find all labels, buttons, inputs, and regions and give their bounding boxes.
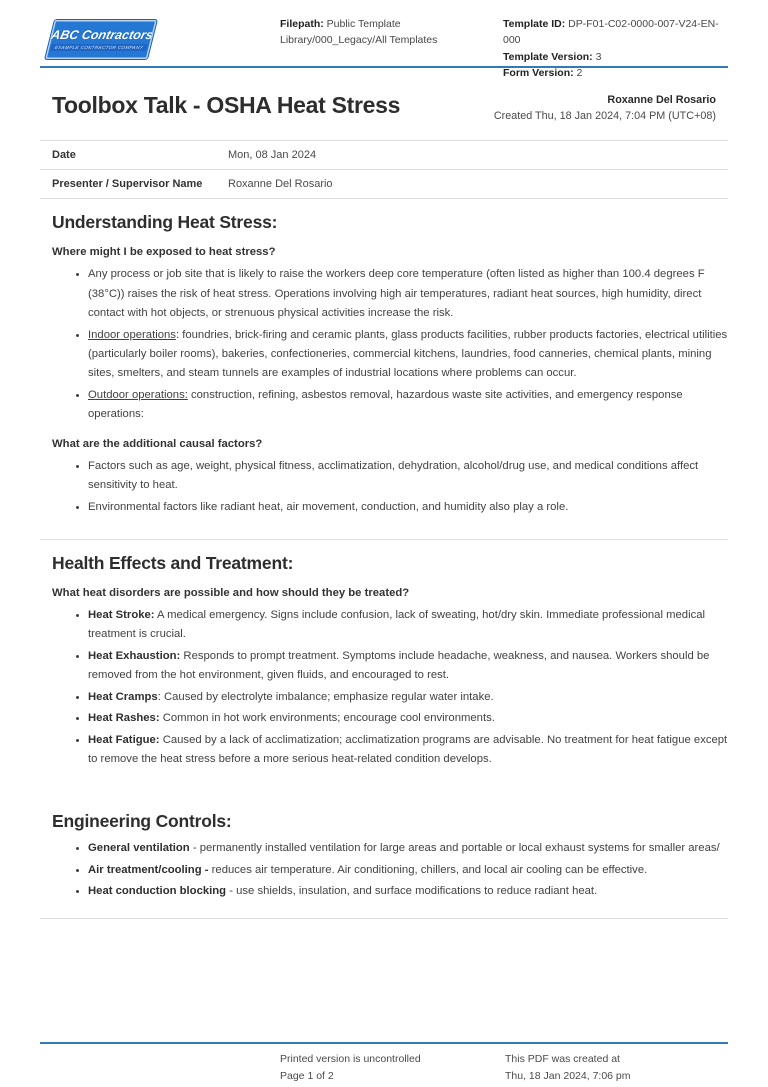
- list-item: [88, 731, 728, 770]
- company-logo-banner: [45, 20, 157, 59]
- table-row: [40, 140, 728, 169]
- bullet-text: - permanently installed ventilation for large areas and portable or local exhaust systems for smaller areas/: [189, 842, 720, 855]
- page-title: Toolbox Talk - OSHA Heat Stress: [52, 92, 401, 118]
- company-logo-title: ABC Contractors: [49, 28, 155, 42]
- bullet-lead: Heat conduction blocking: [88, 885, 227, 898]
- section-heading-understanding: Understanding Heat Stress:: [52, 212, 278, 233]
- form-version-row: [503, 65, 733, 81]
- filepath-block: [280, 16, 495, 49]
- presenter-value: Roxanne Del Rosario: [228, 178, 333, 191]
- list-item: [88, 861, 728, 880]
- bullet-underlined-term: Outdoor operations:: [88, 388, 188, 401]
- presenter-label: Presenter / Supervisor Name: [52, 178, 203, 191]
- section-divider: [40, 539, 728, 540]
- bullet-lead: Heat Exhaustion:: [88, 649, 181, 662]
- section-divider: [40, 918, 728, 919]
- date-label: Date: [52, 149, 76, 162]
- list-item: [88, 688, 728, 707]
- bullet-text: Common in hot work environments; encourage cool environments.: [159, 712, 495, 725]
- document-header: [0, 0, 768, 79]
- bullet-text: Any process or job site that is likely to raise the workers deep core temperature (often listed as higher than 100.4 degrees F (38°C)) raises the risk of heat stress. Operations involving high air temperatures, radiant heat sources, high humidity, direct contact with hot objects, or strenuous physical activities increase the risk.: [88, 268, 705, 320]
- list-item: [88, 882, 728, 901]
- template-version-value: 3: [592, 50, 602, 63]
- bullet-lead: Air treatment/cooling -: [88, 863, 209, 876]
- list-item: [88, 326, 728, 384]
- info-table: [40, 140, 728, 199]
- form-version-label: Form Version:: [503, 66, 574, 79]
- section-heading-health: Health Effects and Treatment:: [52, 553, 294, 574]
- page-number: Page 1 of 2: [280, 1070, 334, 1083]
- bullet-lead: General ventilation: [88, 842, 190, 855]
- template-info-block: [503, 16, 733, 81]
- document-footer: [0, 1042, 768, 1087]
- question-heat-disorders: What heat disorders are possible and how should they be treated?: [52, 587, 410, 600]
- filepath-value: Public Template Library/000_Legacy/All Templates: [280, 18, 438, 47]
- author-name: Roxanne Del Rosario: [607, 94, 716, 106]
- title-meta: [494, 92, 716, 124]
- engineering-controls-bullet-list: [40, 839, 728, 901]
- question-exposure: Where might I be exposed to heat stress?: [52, 246, 276, 259]
- bullet-lead: Heat Fatigue:: [88, 733, 160, 746]
- uncontrolled-note: Printed version is uncontrolled: [280, 1053, 421, 1065]
- footer-right-block: [505, 1051, 631, 1086]
- bullet-text: A medical emergency. Signs include confusion, lack of sweating, hot/dry skin. Immediate professional medical treatment is crucial.: [88, 609, 706, 641]
- list-item: [88, 457, 728, 496]
- footer-left-block: [280, 1051, 421, 1086]
- heat-disorders-bullet-list: [40, 606, 728, 769]
- bullet-text: - use shields, insulation, and surface modifications to reduce radiant heat.: [226, 885, 598, 898]
- bullet-text: : foundries, brick-firing and ceramic plants, glass products facilities, rubber products factories, electrical utilities (particularly boiler rooms), bakeries, confectioneries, commercial kitchens, laundries, food canneries, chemical plants, mining sites, smelters, and steam tunnels are examples of industrial locations where problems can occur.: [88, 328, 728, 380]
- list-item: [88, 265, 728, 323]
- list-item: [88, 498, 728, 517]
- list-item: [88, 839, 728, 858]
- exposure-bullet-list: [40, 265, 728, 424]
- template-version-row: [503, 49, 733, 65]
- bullet-text: Environmental factors like radiant heat, air movement, conduction, and humidity also play a role.: [88, 500, 569, 513]
- filepath-label: Filepath:: [280, 18, 324, 30]
- company-logo-subtitle: EXAMPLE CONTRACTOR COMPANY: [50, 44, 148, 51]
- list-item: [88, 606, 728, 645]
- created-timestamp: Created Thu, 18 Jan 2024, 7:04 PM (UTC+08): [493, 110, 716, 123]
- pdf-created-timestamp: Thu, 18 Jan 2024, 7:06 pm: [505, 1070, 631, 1083]
- bullet-underlined-term: Indoor operations: [88, 328, 176, 341]
- bullet-text: Responds to prompt treatment. Symptoms include headache, weakness, and nausea. Workers should be removed from the hot environment, given fluids, and encouraged to rest.: [88, 649, 710, 682]
- company-logo: [49, 20, 155, 59]
- list-item: [88, 709, 728, 728]
- template-id-label: Template ID:: [503, 18, 566, 30]
- date-value: Mon, 08 Jan 2024: [228, 149, 317, 162]
- section-heading-engineering: Engineering Controls:: [52, 811, 232, 832]
- form-version-value: 2: [573, 66, 583, 79]
- bullet-text: reduces air temperature. Air conditioning, chillers, and local air cooling can be effective.: [208, 863, 648, 876]
- list-item: [88, 647, 728, 686]
- bullet-lead: Heat Cramps: [88, 690, 158, 703]
- template-id-value: DP-F01-C02-0000-007-V24-EN-000: [503, 18, 719, 47]
- bullet-text: Caused by a lack of acclimatization; acclimatization programs are advisable. No treatment for heat fatigue except to remove the heat stress before a more serious heat-related condition develops.: [88, 733, 728, 765]
- title-row: [40, 92, 728, 124]
- footer-divider: [40, 1042, 728, 1044]
- causal-factors-bullet-list: [40, 457, 728, 517]
- bullet-lead: Heat Rashes:: [88, 712, 160, 725]
- bullet-text: Factors such as age, weight, physical fitness, acclimatization, dehydration, alcohol/drug use, and medical conditions affect sensitivity to heat.: [88, 459, 699, 492]
- list-item: [88, 386, 728, 425]
- template-id-row: [503, 16, 733, 49]
- bullet-text: construction, refining, asbestos removal, hazardous waste site activities, and emergency response operations:: [88, 388, 683, 421]
- template-version-label: Template Version:: [503, 50, 593, 63]
- bullet-text: : Caused by electrolyte imbalance; emphasize regular water intake.: [157, 690, 494, 703]
- bullet-lead: Heat Stroke:: [88, 609, 155, 622]
- pdf-created-label: This PDF was created at: [505, 1053, 620, 1065]
- table-row: [40, 169, 728, 198]
- question-causal-factors: What are the additional causal factors?: [52, 437, 263, 450]
